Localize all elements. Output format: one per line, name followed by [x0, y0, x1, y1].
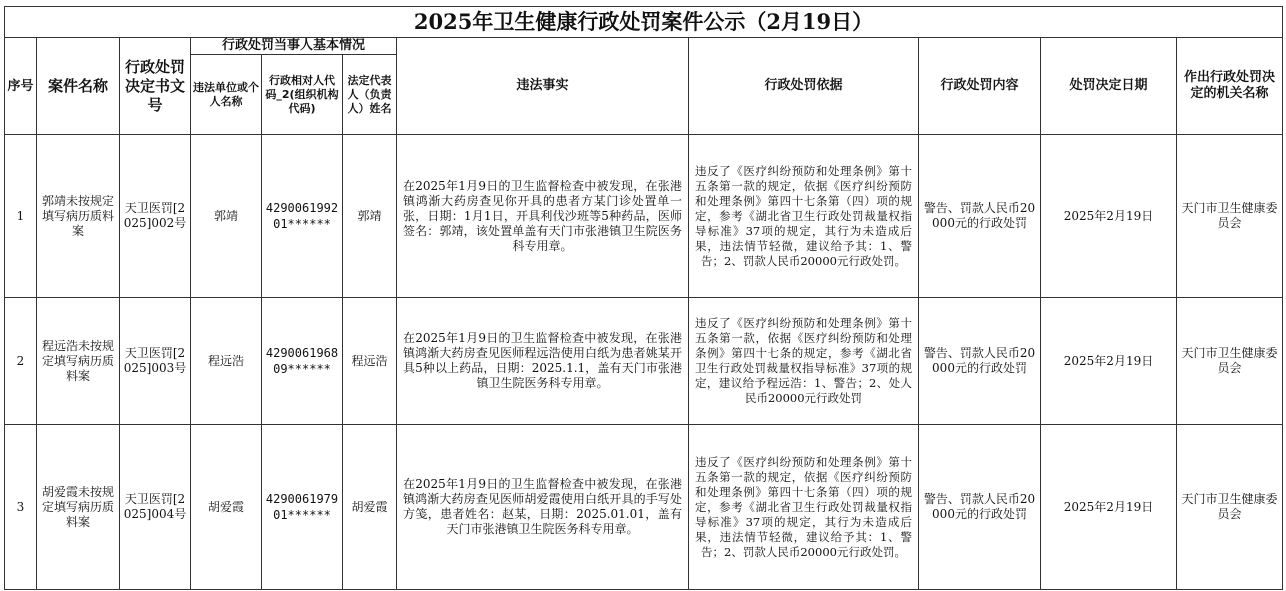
row-basis: 违反了《医疗纠纷预防和处理条例》第十五条第一款的规定，依据《医疗纠纷预防和处理条例》第四十七条第（四）项的规定，参考《湖北省卫生行政处罚裁量权指导标准》37项的规定，其行为未造成后果，违法情节轻微，建议给予其：1、警告；2、罚款人民币20000元行政处罚。 [689, 135, 919, 298]
row-legal-rep: 胡爱霞 [343, 425, 397, 590]
row-index: 1 [5, 135, 37, 298]
row-date: 2025年2月19日 [1041, 425, 1177, 590]
row-date: 2025年2月19日 [1041, 135, 1177, 298]
table-row [5, 425, 1283, 590]
row-decision-no: 天卫医罚[2025]004号 [120, 425, 191, 590]
header-decision-no: 行政处罚决定书文号 [120, 38, 191, 135]
page-title: 2025年卫生健康行政处罚案件公示（2月19日） [5, 7, 1283, 38]
row-party-code: 429006197901****** [262, 425, 343, 590]
row-content: 警告、罚款人民币20000元的行政处罚 [919, 298, 1041, 425]
header-index: 序号 [5, 38, 37, 135]
header-content: 行政处罚内容 [919, 38, 1041, 135]
row-case-name: 程远浩未按规定填写病历质料案 [37, 298, 120, 425]
row-facts: 在2025年1月9日的卫生监督检查中被发现，在张港镇鸿渐大药房查见医师程远浩使用白纸为患者姚某开具5种以上药品，日期：2025.1.1，盖有天门市张港镇卫生院医务科专用章。 [397, 298, 689, 425]
penalty-table [4, 6, 1283, 590]
header-party-name: 违法单位或个人名称 [191, 55, 262, 135]
row-authority: 天门市卫生健康委员会 [1177, 425, 1283, 590]
row-party-code: 429006196809****** [262, 298, 343, 425]
header-case-name: 案件名称 [37, 38, 120, 135]
header-date: 处罚决定日期 [1041, 38, 1177, 135]
row-date: 2025年2月19日 [1041, 298, 1177, 425]
row-basis: 违反了《医疗纠纷预防和处理条例》第十五条第一款，依据《医疗纠纷预防和处理条例》第四十七条的规定，参考《湖北省卫生行政处罚裁量权指导标准》37项的规定，建议给予程远浩：1、警告；2、处人民币20000元行政处罚 [689, 298, 919, 425]
table-row [5, 298, 1283, 425]
row-decision-no: 天卫医罚[2025]002号 [120, 135, 191, 298]
row-party-code: 429006199201****** [262, 135, 343, 298]
header-basis: 行政处罚依据 [689, 38, 919, 135]
row-legal-rep: 郭靖 [343, 135, 397, 298]
header-party-code: 行政相对人代码_2(组织机构代码) [262, 55, 343, 135]
row-case-name: 胡爱霞未按规定填写病历质料案 [37, 425, 120, 590]
row-legal-rep: 程远浩 [343, 298, 397, 425]
row-facts: 在2025年1月9日的卫生监督检查中被发现，在张港镇鸿渐大药房查见你开具的患者方某门诊处置单一张，日期：1月1日，开具利伐沙班等5种药品，医师签名：郭靖，该处置单盖有天门市张港镇卫生院医务科专用章。 [397, 135, 689, 298]
row-party-name: 郭靖 [191, 135, 262, 298]
row-authority: 天门市卫生健康委员会 [1177, 135, 1283, 298]
header-legal-rep: 法定代表人（负责人）姓名 [343, 55, 397, 135]
row-index: 2 [5, 298, 37, 425]
row-content: 警告、罚款人民币20000元的行政处罚 [919, 135, 1041, 298]
header-facts: 违法事实 [397, 38, 689, 135]
row-authority: 天门市卫生健康委员会 [1177, 298, 1283, 425]
row-case-name: 郭靖未按规定填写病历质料案 [37, 135, 120, 298]
row-facts: 在2025年1月9日的卫生监督检查中被发现，在张港镇鸿渐大药房查见医师胡爱霞使用白纸开具的手写处方笺，患者姓名：赵某，日期：2025.01.01，盖有天门市张港镇卫生院医务科专用章。 [397, 425, 689, 590]
header-authority: 作出行政处罚决定的机关名称 [1177, 38, 1283, 135]
row-party-name: 程远浩 [191, 298, 262, 425]
row-index: 3 [5, 425, 37, 590]
row-basis: 违反了《医疗纠纷预防和处理条例》第十五条第一款的规定，依据《医疗纠纷预防和处理条例》第四十七条第（四）项的规定，参考《湖北省卫生行政处罚裁量权指导标准》37项的规定，其行为未造成后果，违法情节轻微，建议给予其：1、警告；2、罚款人民币20000元行政处罚。 [689, 425, 919, 590]
table-row [5, 135, 1283, 298]
row-party-name: 胡爱霞 [191, 425, 262, 590]
row-content: 警告、罚款人民币20000元的行政处罚 [919, 425, 1041, 590]
header-party-group: 行政处罚当事人基本情况 [191, 38, 397, 55]
row-decision-no: 天卫医罚[2025]003号 [120, 298, 191, 425]
